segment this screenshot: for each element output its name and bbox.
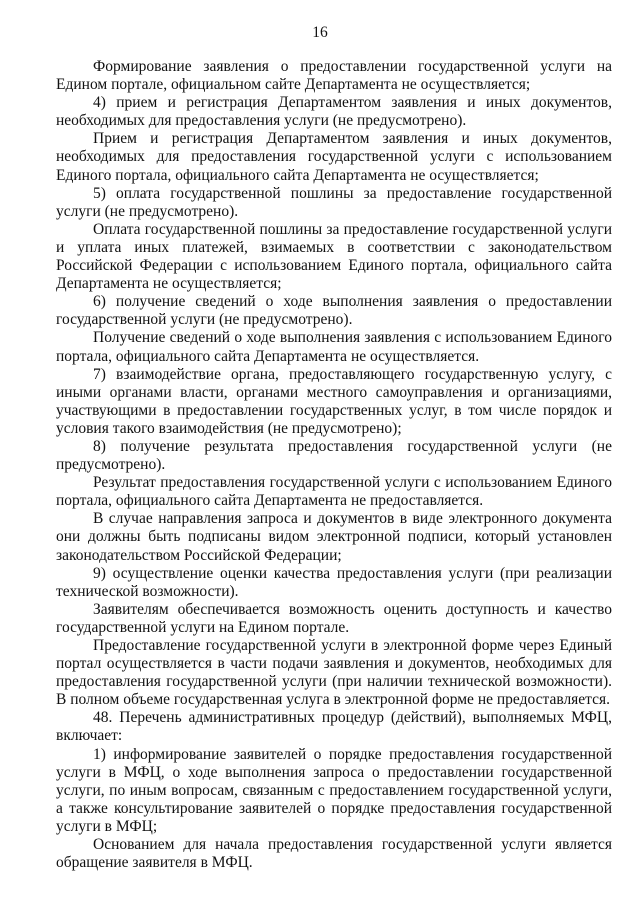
- paragraph: 1) информирование заявителей о порядке предоставления государственной услуги в МФЦ, о ходе выполнения запроса о предоставлении государственной услуги, по иным вопросам, связанным с предоставлением государственной услуги, а также консультирование заявителей о порядке предоставления государственной услуги в МФЦ;: [56, 745, 612, 835]
- paragraph: Результат предоставления государственной услуги с использованием Единого портала, официального сайта Департамента не предоставляется.: [56, 474, 612, 510]
- paragraph: 8) получение результата предоставления государственной услуги (не предусмотрено).: [56, 437, 612, 474]
- paragraph: Формирование заявления о предоставлении государственной услуги на Едином портале, официальном сайте Департамента не осуществляется;: [56, 58, 612, 94]
- paragraph: Заявителям обеспечивается возможность оценить доступность и качество государственной услуги на Едином портале.: [56, 600, 612, 636]
- paragraph: В случае направления запроса и документов в виде электронного документа они должны быть подписаны видом электронной подписи, который установлен законодательством Российской Федерации;: [56, 510, 612, 564]
- document-body: [56, 58, 612, 872]
- paragraph: 6) получение сведений о ходе выполнения заявления о предоставлении государственной услуги (не предусмотрено).: [56, 293, 612, 329]
- paragraph: Основанием для начала предоставления государственной услуги является обращение заявителя в МФЦ.: [56, 836, 612, 872]
- paragraph: 48. Перечень административных процедур (действий), выполняемых МФЦ, включает:: [56, 709, 612, 745]
- paragraph: 7) взаимодействие органа, предоставляющего государственную услугу, с иными органами власти, органами местного самоуправления и организациями, участвующими в предоставлении государственных услуг, в том числе порядок и условия такого взаимодействия (не предусмотрено);: [56, 365, 612, 437]
- paragraph: Получение сведений о ходе выполнения заявления с использованием Единого портала, официального сайта Департамента не осуществляется.: [56, 329, 612, 365]
- paragraph: 4) прием и регистрация Департаментом заявления и иных документов, необходимых для предоставления услуги (не предусмотрено).: [56, 94, 612, 130]
- paragraph: 5) оплата государственной пошлины за предоставление государственной услуги (не предусмотрено).: [56, 184, 612, 220]
- paragraph: 9) осуществление оценки качества предоставления услуги (при реализации технической возможности).: [56, 564, 612, 600]
- paragraph: Предоставление государственной услуги в электронной форме через Единый портал осуществляется в части подачи заявления и документов, необходимых для предоставления государственной услуги (при наличии технической возможности). В полном объеме государственная услуга в электронной форме не предоставляется.: [56, 637, 612, 709]
- paragraph: Оплата государственной пошлины за предоставление государственной услуги и уплата иных платежей, взимаемых в соответствии с законодательством Российской Федерации с использованием Единого портала, официального сайта Департамента не осуществляется;: [56, 220, 612, 293]
- paragraph: Прием и регистрация Департаментом заявления и иных документов, необходимых для предоставления государственной услуги с использованием Единого портала, официального сайта Департамента не осуществляется;: [56, 130, 612, 184]
- page-number: 16: [312, 24, 328, 41]
